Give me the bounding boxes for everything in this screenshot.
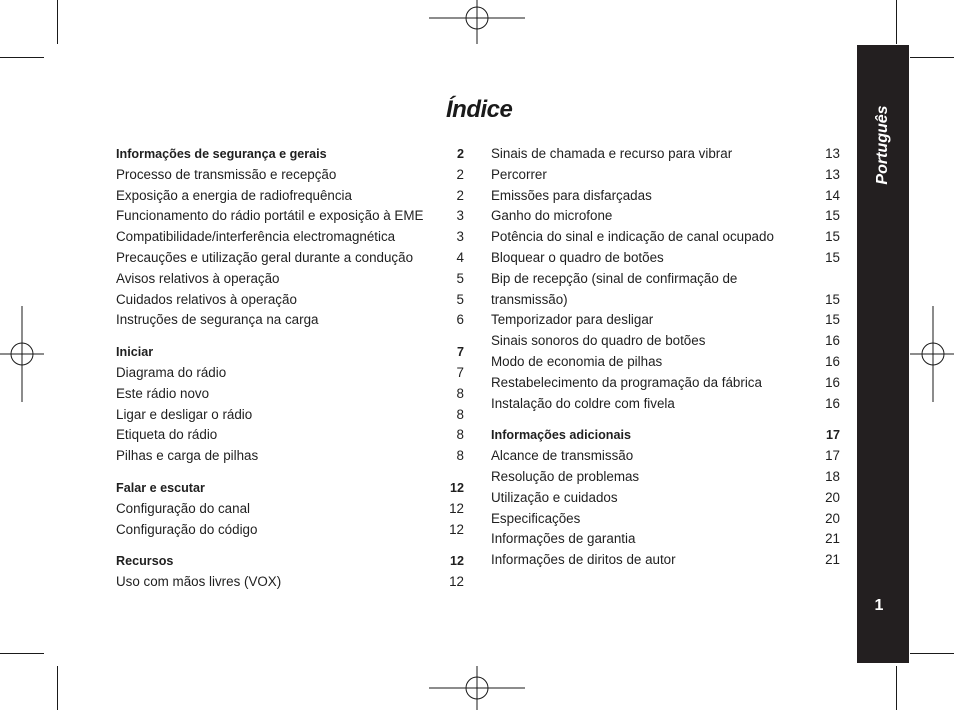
toc-entry-page: 15 bbox=[825, 291, 840, 307]
toc-entry[interactable] bbox=[116, 446, 464, 467]
toc-entry-title: Potência do sinal e indicação de canal ocupado bbox=[491, 229, 774, 245]
toc-entry-title: Resolução de problemas bbox=[491, 468, 640, 484]
toc-entry[interactable] bbox=[116, 478, 464, 499]
language-tab-label: Português bbox=[874, 105, 891, 185]
toc-entry-title: Falar e escutar bbox=[116, 480, 205, 495]
registration-mark-right bbox=[910, 306, 954, 402]
crop-mark bbox=[0, 653, 44, 654]
toc-entry[interactable] bbox=[491, 186, 840, 207]
toc-entry-page: 16 bbox=[825, 353, 840, 369]
toc-entry-title: Alcance de transmissão bbox=[491, 448, 634, 464]
toc-entry[interactable] bbox=[116, 248, 464, 269]
toc-entry[interactable] bbox=[491, 446, 840, 467]
toc-entry-page: 2 bbox=[456, 166, 464, 182]
toc-entry[interactable] bbox=[491, 509, 840, 530]
toc-entry-title: Informações de diritos de autor bbox=[491, 552, 676, 568]
toc-entry-page: 15 bbox=[825, 312, 840, 328]
toc-entry-title: Modo de economia de pilhas bbox=[491, 353, 663, 369]
toc-entry-page: 15 bbox=[825, 249, 840, 265]
crop-mark bbox=[910, 653, 954, 654]
toc-entry-page: 5 bbox=[456, 291, 464, 307]
crop-mark bbox=[896, 666, 897, 710]
toc-entry[interactable] bbox=[116, 227, 464, 248]
toc-entry-title: Percorrer bbox=[491, 166, 547, 182]
page-number: 1 bbox=[874, 597, 884, 614]
toc-entry-page: 14 bbox=[825, 187, 840, 203]
toc-entry[interactable] bbox=[491, 331, 840, 352]
registration-mark-top bbox=[429, 0, 525, 44]
toc-entry-title: Informações de garantia bbox=[491, 531, 636, 547]
toc-entry[interactable] bbox=[116, 206, 464, 227]
toc-column-left bbox=[116, 144, 464, 593]
toc-entry-page: 15 bbox=[825, 208, 840, 224]
toc-entry-title: Emissões para disfarçadas bbox=[491, 187, 652, 203]
toc-entry[interactable] bbox=[491, 248, 840, 269]
toc-entry[interactable] bbox=[116, 165, 464, 186]
toc-entry[interactable] bbox=[116, 384, 464, 405]
toc-entry[interactable] bbox=[491, 165, 840, 186]
toc-entry-title: Recursos bbox=[116, 554, 174, 569]
registration-mark-bottom bbox=[429, 666, 525, 710]
toc-entry[interactable] bbox=[491, 488, 840, 509]
toc-entry-page: 16 bbox=[825, 333, 840, 349]
toc-entry-page: 17 bbox=[825, 448, 840, 464]
toc-entry[interactable] bbox=[491, 269, 840, 311]
crop-mark bbox=[0, 57, 44, 58]
toc-entry-page: 12 bbox=[449, 554, 464, 569]
toc-entry-page: 20 bbox=[825, 489, 840, 505]
toc-entry[interactable] bbox=[116, 425, 464, 446]
toc-entry-title: Processo de transmissão e recepção bbox=[116, 166, 337, 182]
toc-entry-page: 18 bbox=[825, 468, 840, 484]
toc-entry[interactable] bbox=[491, 550, 840, 571]
crop-mark bbox=[910, 57, 954, 58]
toc-entry[interactable] bbox=[116, 363, 464, 384]
toc-entry[interactable] bbox=[116, 572, 464, 593]
toc-entry-title: Funcionamento do rádio portátil e exposição à EME bbox=[116, 208, 424, 224]
toc-entry[interactable] bbox=[116, 269, 464, 290]
toc-entry[interactable] bbox=[116, 310, 464, 331]
toc-entry[interactable] bbox=[491, 373, 840, 394]
toc-entry-page: 12 bbox=[449, 500, 464, 516]
toc-entry[interactable] bbox=[116, 520, 464, 541]
toc-entry-title: Precauções e utilização geral durante a condução bbox=[116, 249, 414, 265]
toc-entry-title: Utilização e cuidados bbox=[491, 489, 618, 505]
toc-entry-page: 16 bbox=[825, 395, 840, 411]
toc-entry-title: Restabelecimento da programação da fábrica bbox=[491, 374, 762, 390]
toc-entry-page: 7 bbox=[456, 364, 464, 380]
toc-entry-page: 8 bbox=[456, 385, 464, 401]
registration-mark-left bbox=[0, 306, 44, 402]
toc-entry[interactable] bbox=[491, 206, 840, 227]
toc-entry-title: Configuração do canal bbox=[116, 500, 250, 516]
toc-entry-page: 13 bbox=[825, 146, 840, 161]
toc-entry-page: 15 bbox=[825, 229, 840, 245]
toc-entry-title: Ganho do microfone bbox=[491, 208, 613, 224]
crop-mark bbox=[57, 666, 58, 710]
toc-entry-page: 8 bbox=[456, 427, 464, 443]
toc-entry-page: 3 bbox=[456, 208, 464, 224]
toc-entry-title: Instalação do coldre com fivela bbox=[491, 395, 675, 411]
toc-entry-page: 8 bbox=[456, 406, 464, 422]
toc-entry[interactable] bbox=[491, 529, 840, 550]
toc-entry-page: 17 bbox=[825, 428, 840, 443]
toc-entry-title: Ligar e desligar o rádio bbox=[116, 406, 253, 422]
toc-entry-page: 12 bbox=[449, 521, 464, 537]
toc-entry[interactable] bbox=[491, 310, 840, 331]
toc-entry[interactable] bbox=[116, 186, 464, 207]
toc-entry-title: Iniciar bbox=[116, 345, 154, 360]
toc-entry-title: Temporizador para desligar bbox=[491, 312, 654, 328]
toc-entry-title: Exposição a energia de radiofrequência bbox=[116, 187, 352, 203]
page-title: Índice bbox=[446, 96, 513, 123]
toc-entry-title: Cuidados relativos à operação bbox=[116, 291, 297, 307]
toc-entry-title: Sinais sonoros do quadro de botões bbox=[491, 333, 706, 349]
toc-entry-title: Sinais de chamada e recurso para vibrar bbox=[491, 146, 733, 161]
toc-entry[interactable] bbox=[116, 499, 464, 520]
toc-entry-page: 3 bbox=[456, 229, 464, 245]
toc-entry-title: Bloquear o quadro de botões bbox=[491, 249, 664, 265]
toc-entry-page: 5 bbox=[456, 270, 464, 286]
toc-entry-page: 6 bbox=[456, 312, 464, 328]
toc-entry[interactable] bbox=[491, 467, 840, 488]
toc-entry-title: Etiqueta do rádio bbox=[116, 427, 218, 443]
toc-entry-page: 21 bbox=[825, 531, 840, 547]
toc-entry-page: 4 bbox=[456, 249, 464, 265]
toc-entry[interactable] bbox=[116, 342, 464, 363]
toc-entry-page: 2 bbox=[456, 187, 464, 203]
toc-entry-page: 20 bbox=[825, 510, 840, 526]
toc-entry[interactable] bbox=[116, 144, 464, 165]
toc-entry-title: Este rádio novo bbox=[116, 385, 210, 401]
toc-entry-page: 16 bbox=[825, 374, 840, 390]
toc-entry-title: Bip de recepção (sinal de confirmação de transmissão) bbox=[491, 270, 738, 307]
toc-entry[interactable] bbox=[491, 394, 840, 415]
toc-column-right bbox=[491, 144, 840, 571]
toc-entry[interactable] bbox=[491, 144, 840, 165]
language-tab-label-wrap bbox=[857, 45, 909, 205]
toc-entry-page: 8 bbox=[456, 448, 464, 464]
toc-entry[interactable] bbox=[116, 405, 464, 426]
toc-entry-page: 7 bbox=[456, 345, 464, 360]
toc-entry[interactable] bbox=[491, 352, 840, 373]
toc-entry-title: Especificações bbox=[491, 510, 581, 526]
toc-entry-page: 2 bbox=[456, 147, 464, 161]
toc-entry-page: 12 bbox=[449, 574, 464, 590]
toc-entry-title: Instruções de segurança na carga bbox=[116, 312, 319, 328]
toc-entry-page: 12 bbox=[449, 480, 464, 495]
toc-entry-title: Uso com mãos livres (VOX) bbox=[116, 574, 282, 590]
toc-entry[interactable] bbox=[491, 425, 840, 446]
crop-mark bbox=[57, 0, 58, 44]
toc-entry-title: Configuração do código bbox=[116, 521, 258, 537]
toc-entry-title: Avisos relativos à operação bbox=[116, 270, 280, 286]
toc-entry-title: Informações adicionais bbox=[491, 428, 631, 443]
toc-entry-title: Diagrama do rádio bbox=[116, 364, 227, 380]
crop-mark bbox=[896, 0, 897, 44]
toc-entry[interactable] bbox=[116, 290, 464, 311]
toc-entry-title: Compatibilidade/interferência electromagnética bbox=[116, 229, 396, 245]
toc-entry-page: 21 bbox=[825, 552, 840, 568]
toc-entry[interactable] bbox=[116, 551, 464, 572]
toc-entry-title: Pilhas e carga de pilhas bbox=[116, 448, 259, 464]
toc-entry[interactable] bbox=[491, 227, 840, 248]
toc-entry-title: Informações de segurança e gerais bbox=[116, 147, 327, 161]
toc-entry-page: 13 bbox=[825, 166, 840, 182]
